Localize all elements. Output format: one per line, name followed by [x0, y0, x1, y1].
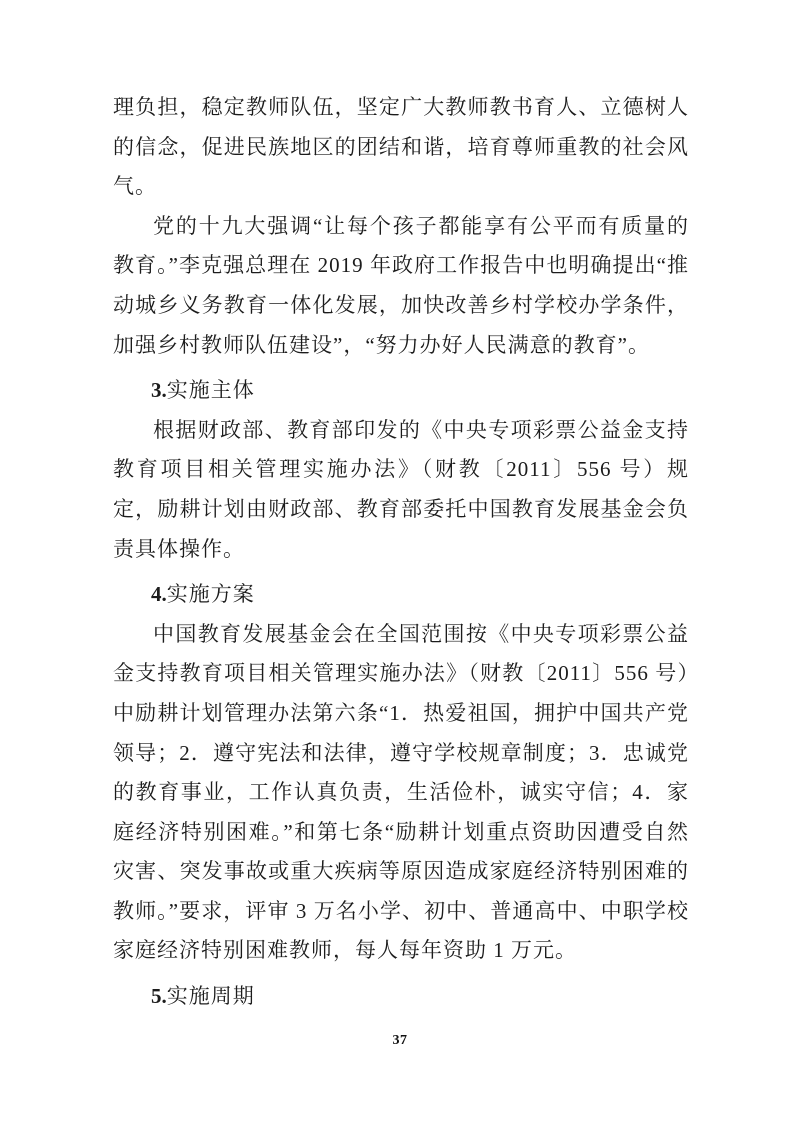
- heading-number: 4.: [151, 582, 167, 607]
- page-content: [113, 88, 689, 1017]
- paragraph-party-congress-policy: 党的十九大强调“让每个孩子都能享有公平而有质量的教育。”李克强总理在 2019 年政府工作报告中也明确提出“推动城乡义务教育一体化发展，加快改善乡村学校办学条件，加强乡村教师队伍建设”，“努力办好人民满意的教育”。: [113, 213, 689, 357]
- paragraph-implementation-plan-detail: 中国教育发展基金会在全国范围按《中央专项彩票公益金支持教育项目相关管理实施办法》（财教〔2011〕556 号）中励耕计划管理办法第六条“1．热爱祖国，拥护中国共产党领导；2．遵守宪法和法律，遵守学校规章制度；3．忠诚党的教育事业，工作认真负责，生活俭朴，诚实守信；4．家庭经济特别困难。”和第七条“励耕计划重点资助因遭受自然灾害、突发事故或重大疾病等原因造成家庭经济特别困难的教师。”要求，评审 3 万名小学、初中、普通高中、中职学校家庭经济特别困难教师，每人每年资助 1 万元。: [113, 621, 689, 963]
- heading-implementation-period: [113, 977, 689, 1017]
- heading-title: 实施方案: [166, 582, 255, 607]
- heading-number: 5.: [151, 984, 167, 1009]
- heading-implementing-body: [113, 371, 689, 411]
- heading-number: 3.: [151, 378, 167, 403]
- heading-title: 实施周期: [166, 984, 255, 1009]
- page-number: 37: [392, 1033, 408, 1048]
- paragraph-teacher-support-continued: 理负担，稳定教师队伍，坚定广大教师教书育人、立德树人的信念，促进民族地区的团结和谐，培育尊师重教的社会风气。: [113, 95, 689, 199]
- heading-title: 实施主体: [166, 378, 255, 403]
- heading-implementation-plan: [113, 575, 689, 615]
- paragraph-implementing-body-detail: 根据财政部、教育部印发的《中央专项彩票公益金支持教育项目相关管理实施办法》（财教〔2011〕556 号）规定，励耕计划由财政部、教育部委托中国教育发展基金会负责具体操作。: [113, 417, 689, 561]
